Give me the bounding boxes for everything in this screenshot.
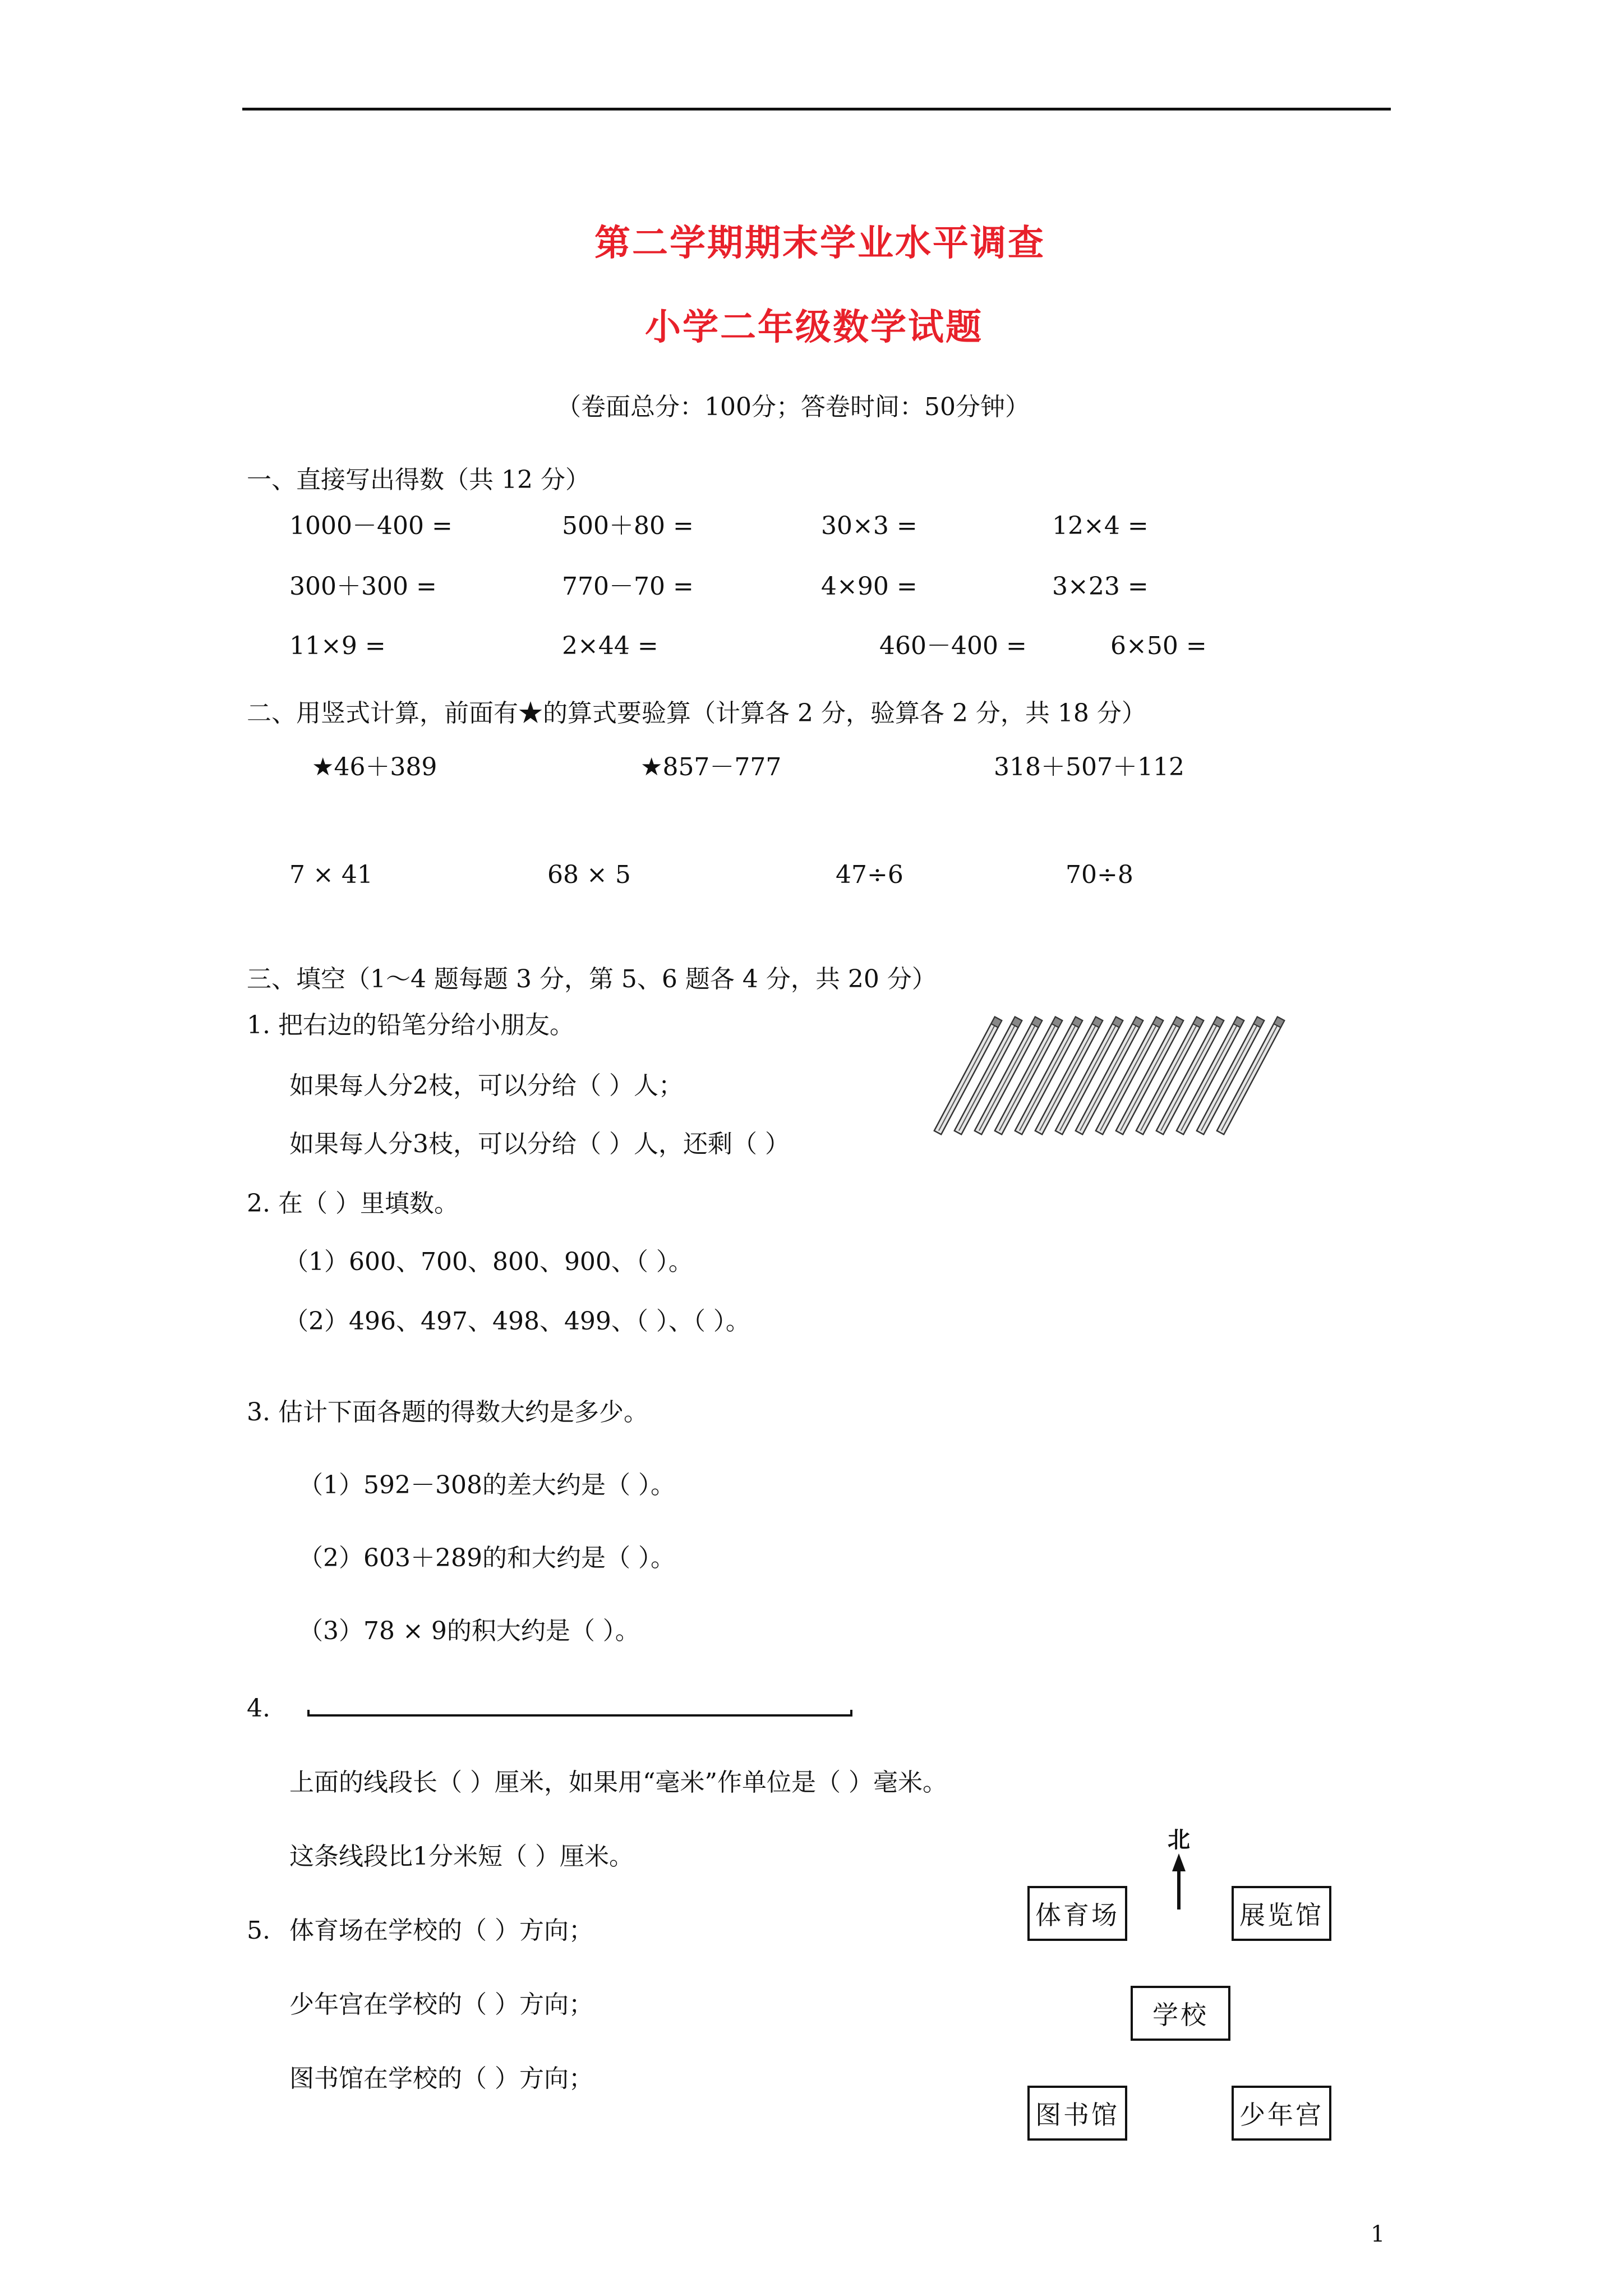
q5-line2: 少年宫在学校的（ ）方向； — [289, 1990, 593, 2019]
map-library: 图书馆 — [1027, 2086, 1127, 2141]
calc-item: 3×23 = — [1052, 572, 1149, 601]
q1-stem: 1. 把右边的铅笔分给小朋友。 — [247, 1011, 574, 1039]
exam-subtitle: 小学二年级数学试题 — [645, 306, 983, 348]
section1-heading: 一、直接写出得数（共 12 分） — [247, 466, 590, 494]
q5-label: 5. — [247, 1916, 270, 1945]
section2-heading: 二、用竖式计算，前面有★的算式要验算（计算各 2 分，验算各 2 分，共 18 分） — [247, 699, 1146, 728]
line-segment — [307, 1710, 852, 1717]
q2-line1: （1）600、700、800、900、（ ）。 — [284, 1248, 693, 1276]
vertical-calc-item: 318＋507＋112 — [994, 753, 1184, 781]
north-arrow-icon — [1168, 1851, 1190, 1913]
vertical-calc-item: ★46＋389 — [312, 753, 437, 781]
map-stadium: 体育场 — [1027, 1886, 1127, 1941]
map-exhibition-hall: 展览馆 — [1232, 1886, 1331, 1941]
exam-info: （卷面总分：100分；答卷时间：50分钟） — [556, 393, 1030, 421]
calc-item: 12×4 = — [1052, 512, 1149, 540]
q3-line1: （1）592－308的差大约是（ ）。 — [298, 1471, 675, 1499]
q2-stem: 2. 在（ ）里填数。 — [247, 1189, 459, 1218]
q4-line2: 这条线段比1分米短（ ）厘米。 — [289, 1842, 634, 1871]
section3-heading: 三、填空（1～4 题每题 3 分，第 5、6 题各 4 分，共 20 分） — [247, 965, 937, 993]
q3-line3: （3）78 × 9的积大约是（ ）。 — [298, 1617, 640, 1645]
map-school: 学校 — [1131, 1986, 1230, 2041]
map-youth-palace: 少年宫 — [1232, 2086, 1331, 2141]
q1-line2: 如果每人分3枝，可以分给（ ）人，还剩（ ） — [289, 1130, 790, 1158]
q5-line1: 体育场在学校的（ ）方向； — [289, 1916, 593, 1945]
vertical-calc-item: 47÷6 — [836, 861, 903, 889]
q2-line2: （2）496、497、498、499、（ ）、（ ）。 — [284, 1307, 750, 1336]
calc-item: 11×9 = — [289, 632, 386, 660]
calc-item: 6×50 = — [1110, 632, 1207, 660]
calc-item: 4×90 = — [821, 572, 917, 601]
vertical-calc-item: ★857－777 — [640, 753, 782, 781]
q4-label: 4. — [247, 1694, 270, 1723]
q3-stem: 3. 估计下面各题的得数大约是多少。 — [247, 1398, 648, 1427]
calc-item: 2×44 = — [562, 632, 658, 660]
vertical-calc-item: 68 × 5 — [547, 861, 631, 889]
vertical-calc-item: 7 × 41 — [289, 861, 373, 889]
calc-item: 300＋300 = — [289, 572, 437, 601]
calc-item: 460－400 = — [879, 632, 1027, 660]
q1-line1: 如果每人分2枝，可以分给（ ）人； — [289, 1071, 683, 1100]
vertical-calc-item: 70÷8 — [1066, 861, 1133, 889]
page-number: 1 — [1371, 2221, 1385, 2247]
pencils-illustration — [920, 1014, 1312, 1160]
q3-line2: （2）603＋289的和大约是（ ）。 — [298, 1544, 675, 1572]
north-label: 北 — [1168, 1826, 1190, 1853]
calc-item: 30×3 = — [821, 512, 917, 540]
header-rule — [242, 108, 1391, 111]
calc-item: 770－70 = — [562, 572, 694, 601]
exam-title: 第二学期期末学业水平调查 — [594, 222, 1045, 264]
q4-line1: 上面的线段长（ ）厘米，如果用“毫米”作单位是（ ）毫米。 — [289, 1768, 947, 1797]
q5-line3: 图书馆在学校的（ ）方向； — [289, 2064, 593, 2093]
calc-item: 1000－400 = — [289, 512, 453, 540]
calc-item: 500＋80 = — [562, 512, 694, 540]
